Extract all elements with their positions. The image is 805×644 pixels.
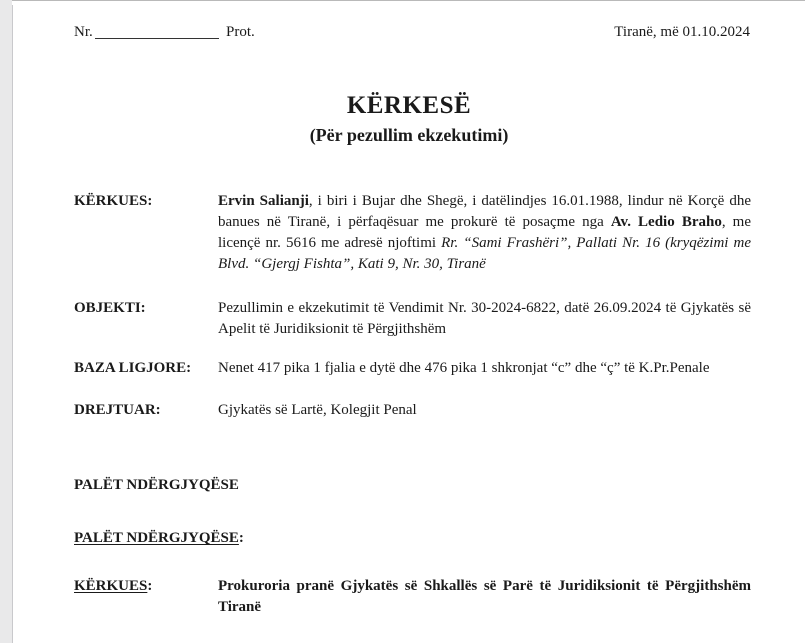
- drejtuar-content: Gjykatës së Lartë, Kolegjit Penal: [218, 402, 417, 418]
- kerkues2-content: Prokuroria pranë Gjykatës së Shkallës së Parë të Juridiksionit të Përgjithshëm Tiranë: [218, 578, 751, 615]
- kerkues-name: Ervin Salianji: [218, 193, 309, 209]
- kerkues2-colon: :: [147, 578, 153, 594]
- prot-label: Prot.: [226, 24, 255, 40]
- header-line: [74, 24, 750, 42]
- kerkues-text1: , i biri i Bujar dhe Shegë, i datëlindjes 16.01.1988, lindur në Korçë dhe banues në Tiranë, i përfaqësuar me prokurë të posaçme nga: [218, 193, 751, 230]
- baza-ligjore-label: BAZA LIGJORE:: [74, 360, 192, 376]
- nr-label: Nr.: [74, 24, 93, 40]
- viewer-left-gutter: [0, 0, 13, 643]
- kerkues-label: KËRKUES:: [74, 193, 153, 209]
- objekti-label: OBJEKTI:: [74, 300, 146, 316]
- kerkues-content: [218, 191, 751, 275]
- nr-blank-line: [95, 38, 219, 39]
- document-title: KËRKESË: [346, 92, 472, 119]
- document-page: [13, 4, 805, 643]
- date-line: Tiranë, më 01.10.2024: [614, 24, 750, 40]
- kerkues-lawyer: Av. Ledio Braho: [610, 214, 722, 230]
- document-subtitle: (Për pezullim ekzekutimi): [309, 125, 509, 145]
- kerkues-address: Rr. “Sami Frashëri”, Pallati Nr. 16 (kryqëzimi me Blvd. “Gjergj Fishta”, Kati 9, Nr. 30, Tiranë: [218, 235, 751, 272]
- drejtuar-label: DREJTUAR:: [74, 402, 161, 418]
- kerkues2-label: [74, 578, 152, 595]
- palet-heading: PALËT NDËRGJYQËSE: [74, 477, 239, 493]
- palet-heading-colon: :: [238, 530, 244, 546]
- baza-ligjore-content: Nenet 417 pika 1 fjalia e dytë dhe 476 pika 1 shkronjat “c” dhe “ç” të K.Pr.Penale: [218, 360, 710, 376]
- palet-heading-underlined: [74, 530, 244, 547]
- kerkues-text2: , me licençë nr. 5616 me adresë njoftimi: [218, 214, 751, 251]
- palet-heading-underlined-text: PALËT NDËRGJYQËSE: [74, 530, 239, 546]
- kerkues2-label-text: KËRKUES: [74, 578, 148, 594]
- objekti-content: Pezullimin e ekzekutimit të Vendimit Nr. 30-2024-6822, datë 26.09.2024 të Gjykatës së Apelit të Juridiksionit të Përgjithshëm: [218, 300, 751, 337]
